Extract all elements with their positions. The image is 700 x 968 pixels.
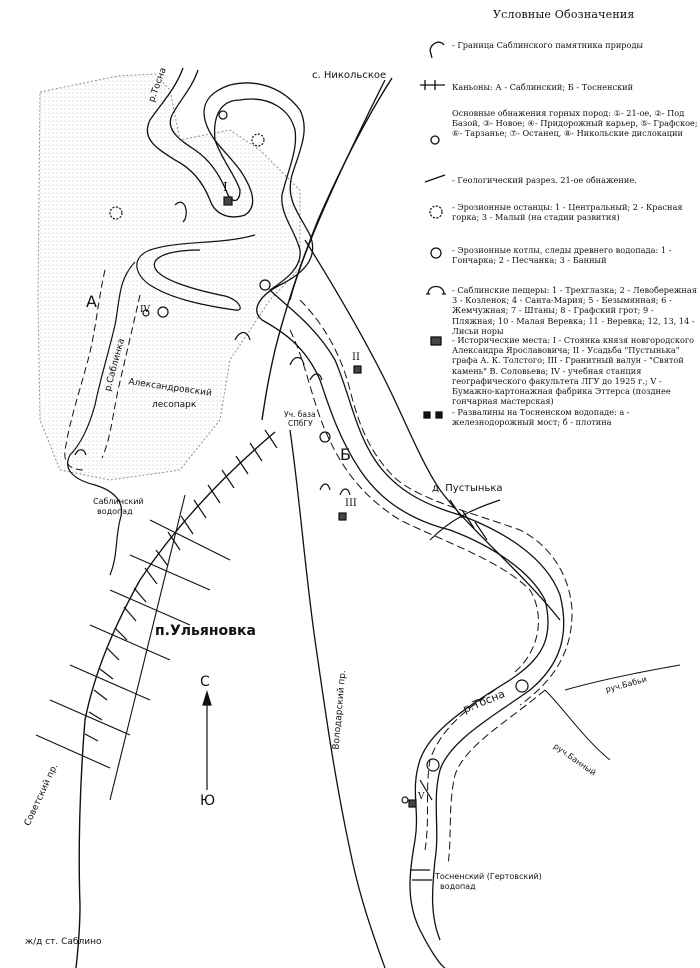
label-sovetsky: Советский пр. — [22, 762, 61, 828]
legend-item-outcrops: Основные обнажения горных пород: ①- 21-ое, ②- Под Базой, ③- Новое; ④- Придорожный карьер, ⑤- Графское; ⑥- Тарзанье; ⑦- Останец, ⑧- Никольские дислокации — [452, 108, 698, 139]
legend-item-potholes: - Эрозионные котлы, следы древнего водопада: 1 - Гончарка; 2 - Песчанка; 3 - Банный — [452, 245, 672, 266]
legend-item-canyons: Каньоны: А - Саблинский; Б - Тосненский — [452, 82, 634, 92]
label-south: Ю — [200, 793, 216, 809]
legend-item-boundary: - Граница Саблинского памятника природы — [452, 40, 644, 50]
label-site-2: II — [352, 352, 360, 363]
label-canyon-a: А — [86, 292, 97, 311]
label-site-3: III — [345, 498, 357, 509]
legend-symbols — [420, 42, 446, 418]
label-canyon-b: Б — [340, 445, 351, 464]
label-uch-baza-2: СПбГУ — [288, 419, 313, 428]
label-aleksandrovsky: Александровский — [127, 377, 213, 399]
legend-item-ruins: - Развалины на Тосненском водопаде: а - железнодорожный мост; б - плотина — [452, 407, 630, 428]
label-tosna-top: р.Тосна — [147, 66, 169, 104]
ulyanovka-streets — [36, 495, 230, 800]
label-tosnensky-waterfall-2: водопад — [440, 882, 476, 891]
label-banny-stream: руч.Банный — [551, 741, 598, 778]
legend-title: Условные Обозначения — [493, 8, 635, 21]
label-sablinsky-waterfall-1: Саблинский — [93, 497, 144, 506]
tosna-canyon-edge — [448, 690, 545, 865]
legend-item-historic: - Исторические места: I - Стоянка князя новгородского Александра Ярославовича; II - Усадьба "Пустынька" графа А. К. Толстого; III - Гранитный валун - "Святой камень" В. Соловьева; IV - учебная станция географического факультета ЛГУ до 1925 г.; V - Бумажно-картонажная фабрика Эттерса (позднее гончарная мастерская) — [452, 335, 695, 407]
label-uch-baza-1: Уч. база — [284, 410, 316, 419]
label-lesopark: лесопарк — [152, 400, 197, 410]
legend-item-section: - Геологический разрез. 21-ое обнажение. — [452, 175, 637, 185]
label-tosnensky-waterfall-1: Тосненский (Гертовский) — [435, 872, 542, 881]
label-tosna: р.Тосна — [461, 687, 507, 716]
compass-arrow — [203, 692, 211, 790]
road-through-pustynka — [430, 500, 500, 540]
label-pustynka: д. Пустынька — [432, 483, 503, 494]
label-sablinka: р.Саблинка — [103, 337, 128, 393]
label-bablyi-stream: руч.Бабьи — [604, 674, 648, 695]
label-site-5: V — [418, 792, 425, 802]
label-site-1: I — [223, 180, 228, 194]
label-ulyanovka: п.Ульяновка — [155, 623, 256, 639]
label-north: С — [200, 674, 210, 690]
label-site-4: IV — [140, 305, 151, 315]
label-volodarsky: Володарский пр. — [331, 669, 349, 751]
label-nikolskoe: с. Никольское — [312, 70, 387, 81]
label-station: ж/д ст. Саблино — [25, 937, 102, 947]
park-boundary — [38, 74, 300, 480]
label-sablinsky-waterfall-2: водопад — [97, 507, 133, 516]
legend-item-caves: - Саблинские пещеры: 1 - Трехглазка; 2 - Левобережная 3 - Козленок; 4 - Санта-Мария; 5 - Безымянная; 6 - Жемчужная; 7 - Штаны; 8 - Графский грот; 9 - Пляжная; 10 - Малая Веревка; 11 - Веревка; 12, 13, 14 - Лисьи норы — [452, 285, 697, 336]
bridge-ties — [410, 500, 487, 880]
legend-item-remnants: - Эрозионные останцы: 1 - Центральный; 2 - Красная горка; 3 - Малый (на стадии развития) — [452, 202, 683, 223]
